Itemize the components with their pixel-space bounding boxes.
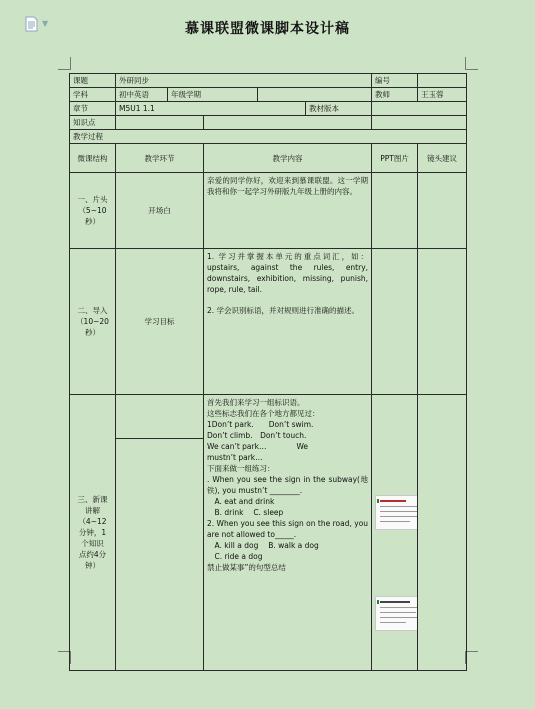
step-new-lesson-a (116, 395, 204, 439)
number-value[interactable] (418, 74, 467, 88)
structure-new-lesson: 三、新课 讲解 （4~12 分钟，1 个知识 点约4分 钟） (70, 395, 116, 671)
course-value[interactable]: 外研同步 (116, 74, 372, 88)
margin-mark-top-right (465, 57, 478, 70)
camera-intro (418, 173, 467, 249)
process-row (70, 130, 467, 144)
knowledge-label: 知识点 (70, 116, 116, 130)
header-step: 教学环节 (116, 144, 204, 173)
ppt-new-lesson (372, 395, 418, 671)
header-row (70, 144, 467, 173)
content-new-lesson[interactable]: 首先我们来学习一组标识语。 这些标志我们在各个地方都见过： 1Don’t park. Don’t swim. Don’t climb. Don’t touch. We can’t park… We mustn’t park… 下面来做一组练习： . When you see the sign in the subway(地铁), you mustn’t ________. A. eat and drink B. drink C. sleep 2. When you see this sign on the road, you are not allowed to_____. A. kill a dog B. walk a dog C. ride a dog 禁止做某事”的句型总结 (204, 395, 372, 671)
course-row (70, 74, 467, 88)
header-camera: 镜头建议 (418, 144, 467, 173)
script-design-table (69, 73, 467, 671)
course-label: 课题 (70, 74, 116, 88)
camera-new-lesson (418, 395, 467, 671)
camera-lead-in (418, 249, 467, 395)
section-intro-row (70, 173, 467, 249)
section-lead-in-row (70, 249, 467, 395)
version-label: 教材版本 (306, 102, 372, 116)
ppt-intro (372, 173, 418, 249)
ppt-thumbnail-1[interactable] (375, 495, 418, 530)
content-opening[interactable]: 亲爱的同学你好，欢迎来到慕课联盟。这一学期我将和你一起学习外研版九年级上册的内容。 (204, 173, 372, 249)
step-new-lesson-b (116, 439, 204, 671)
subject-label: 学科 (70, 88, 116, 102)
section-new-lesson-row-a (70, 395, 467, 439)
page-title: 慕课联盟微课脚本设计稿 (185, 21, 350, 37)
knowledge-value-a[interactable] (116, 116, 204, 130)
header-ppt: PPT图片 (372, 144, 418, 173)
ppt-lead-in (372, 249, 418, 395)
header-structure: 微课结构 (70, 144, 116, 173)
knowledge-row (70, 116, 467, 130)
knowledge-value-c[interactable] (372, 116, 467, 130)
version-value[interactable] (372, 102, 467, 116)
header-content: 教学内容 (204, 144, 372, 173)
content-objectives[interactable]: 1. 学习并掌握本单元的重点词汇，如：upstairs, against the rules, entry, downstairs, exhibition, missing, punish, rope, rule, tail. 2. 学会识别标语，并对规则进行准确的描述。 (204, 249, 372, 395)
subject-row (70, 88, 467, 102)
step-objectives: 学习目标 (116, 249, 204, 395)
number-label: 编号 (372, 74, 418, 88)
structure-intro: 一、片头 （5~10 秒） (70, 173, 116, 249)
chapter-row (70, 102, 467, 116)
dropdown-caret-icon[interactable]: ▼ (42, 19, 49, 28)
knowledge-value-b[interactable] (204, 116, 372, 130)
teacher-value[interactable]: 王玉蓉 (418, 88, 467, 102)
step-opening: 开场白 (116, 173, 204, 249)
structure-lead-in: 二、导入 （10~20 秒） (70, 249, 116, 395)
term-label: 年级学期 (168, 88, 258, 102)
margin-mark-top-left (58, 57, 71, 70)
process-label: 教学过程 (70, 130, 467, 144)
ppt-thumbnail-2[interactable] (375, 596, 418, 631)
subject-value[interactable]: 初中英语 (116, 88, 168, 102)
chapter-value[interactable]: M5U1 1.1 (116, 102, 306, 116)
teacher-label: 教师 (372, 88, 418, 102)
chapter-label: 章节 (70, 102, 116, 116)
term-value[interactable] (258, 88, 372, 102)
